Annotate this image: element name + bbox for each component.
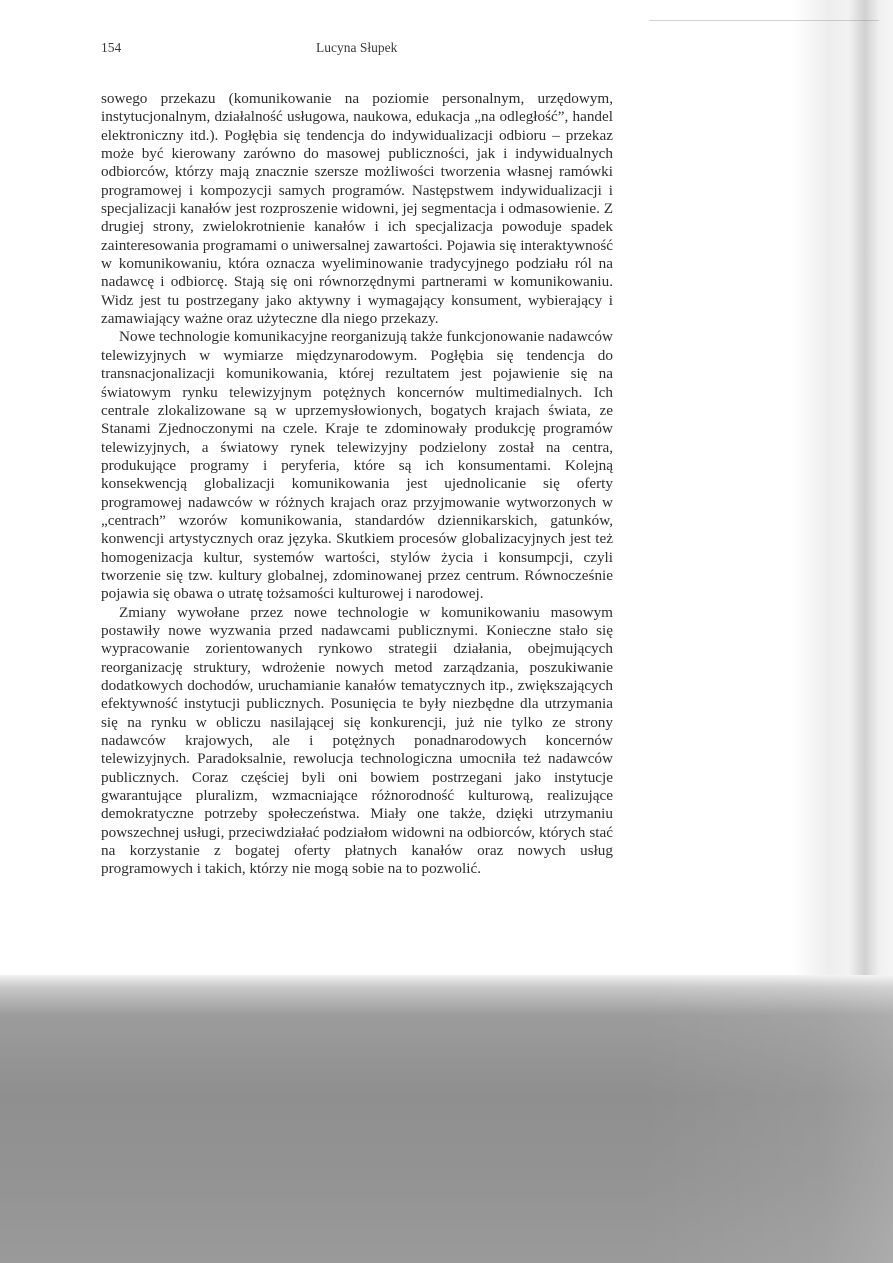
running-head	[101, 40, 613, 62]
page-edge-line	[649, 20, 879, 21]
paragraph-1: sowego przekazu (komunikowanie na poziomie personalnym, urzędowym, instytucjonalnym, działalność usługowa, naukowa, edukacja „na odległość”, handel elektroniczny itd.). Pogłębia się tendencja do indywidualizacji odbioru – przekaz może być kierowany zarówno do masowej publiczności, jak i indywidualnych odbiorców, którzy mają znacznie szersze możliwości tworzenia własnej ramówki programowej i kompozycji samych programów. Następstwem indywidualizacji i specjalizacji kanałów jest rozproszenie widowni, jej segmentacja i odmasowienie. Z drugiej strony, zwielokrotnienie kanałów i ich specjalizacja powoduje spadek zainteresowania programami o uniwersalnej zawartości. Pojawia się interaktywność w komunikowaniu, która oznacza wyeliminowanie tradycyjnego podziału ról na nadawcę i odbiorcę. Stają się oni równorzędnymi partnerami w komunikowaniu. Widz jest tu postrzegany jako aktywny i wymagający konsument, wybierający i zamawiający ważne oraz użyteczne dla niego przekazy.	[101, 90, 613, 328]
running-head-author: Lucyna Słupek	[316, 40, 398, 55]
paragraph-2: Nowe technologie komunikacyjne reorganizują także funkcjonowanie nadawców telewizyjnych w wymiarze międzynarodowym. Pogłębia się tendencja do transnacjonalizacji komunikowania, której rezultatem jest pojawienie się na światowym rynku telewizyjnym potężnych koncernów multimedialnych. Ich centrale zlokalizowane są w uprzemysłowionych, bogatych krajach świata, ze Stanami Zjednoczonymi na czele. Kraje te zdominowały produkcję programów telewizyjnych, a światowy rynek telewizyjny podzielony został na centra, produkujące programy i peryferia, które są ich konsumentami. Kolejną konsekwencją globalizacji komunikowania jest ujednolicanie się oferty programowej nadawców w różnych krajach oraz przyjmowanie wytworzonych w „centrach” wzorów komunikowania, standardów dziennikarskich, gatunków, konwencji artystycznych oraz języka. Skutkiem procesów globalizacyjnych jest też homogenizacja kultur, systemów wartości, stylów życia i konsumpcji, czyli tworzenie się tzw. kultury globalnej, zdominowanej przez centrum. Równocześnie pojawia się obawa o utratę tożsamości kulturowej i narodowej.	[101, 328, 613, 603]
body-text	[101, 90, 613, 879]
paragraph-3: Zmiany wywołane przez nowe technologie w komunikowaniu masowym postawiły nowe wyzwania przed nadawcami publicznymi. Konieczne stało się wypracowanie zorientowanych rynkowo strategii działania, obejmujących reorganizację struktury, wdrożenie nowych metod zarządzania, poszukiwanie dodatkowych dochodów, uruchamianie kanałów tematycznych itp., zwiększających efektywność instytucji publicznych. Posunięcia te były niezbędne dla utrzymania się na rynku w obliczu nasilającej się konkurencji, już nie tylko ze strony nadawców krajowych, ale i potężnych ponadnarodowych koncernów telewizyjnych. Paradoksalnie, rewolucja technologiczna umocniła też nadawców publicznych. Coraz częściej byli oni bowiem postrzegani jako instytucje gwarantujące pluralizm, wzmacniające różnorodność kulturową, realizujące demokratyczne potrzeby społeczeństwa. Miały one także, dzięki utrzymaniu powszechnej usługi, przeciwdziałać podziałom widowni na odbiorców, których stać na korzystanie z bogatej oferty płatnych kanałów oraz nowych usług programowych i takich, którzy nie mogą sobie na to pozwolić.	[101, 603, 613, 878]
scanner-bed	[0, 975, 893, 1263]
page-number: 154	[101, 40, 122, 55]
book-page	[101, 40, 613, 879]
page-edge-shadow	[643, 0, 893, 975]
